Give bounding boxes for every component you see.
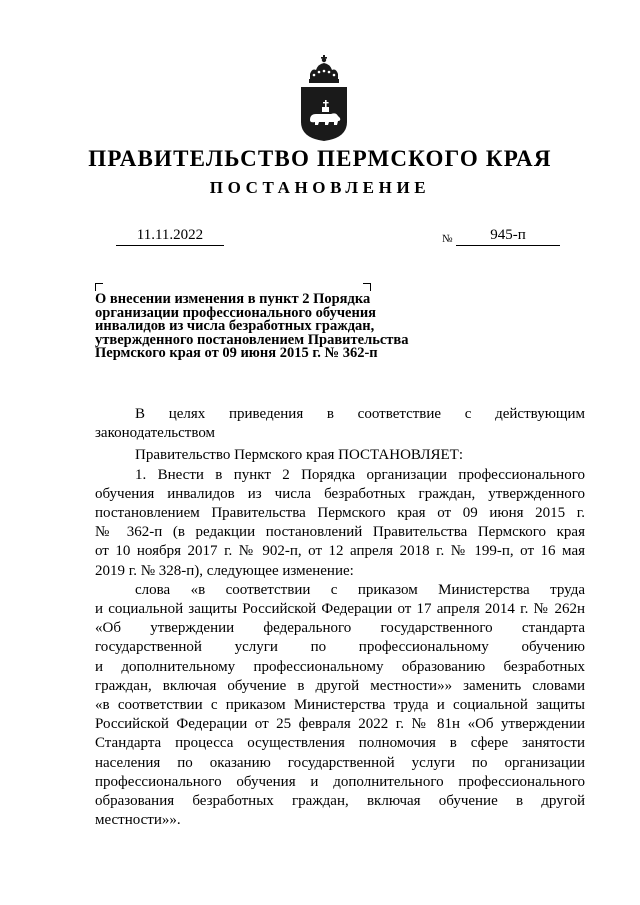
paragraph-4-line: образования безработных граждан, включая обучение в другой (95, 793, 585, 810)
paragraph-4-line: Российской Федерации от 25 февраля 2022 г. № 81н «Об утверждении (95, 716, 585, 733)
subject-line: организации профессионального обучения (95, 304, 377, 321)
paragraph-1-line: законодательством (95, 425, 216, 442)
paragraph-3-line: постановлением Правительства Пермского края от 09 июня 2015 г. (95, 505, 585, 522)
subject-line: О внесении изменения в пункт 2 Порядка (95, 291, 371, 307)
paragraph-3-line: обучения инвалидов из числа безработных граждан, утвержденного (95, 485, 585, 502)
number-label: № (442, 233, 453, 245)
paragraph-4-line: населения по оказанию государственной услуги по организации (95, 754, 585, 771)
document-date: 11.11.2022 (116, 225, 224, 246)
subject-line: инвалидов из числа безработных граждан, (95, 318, 375, 334)
paragraph-4-line: Стандарта процесса осуществления полномочия в сфере занятости (95, 735, 585, 752)
document-type: ПОСТАНОВЛЕНИЕ (209, 178, 431, 197)
document-number: 945-п (456, 225, 560, 246)
paragraph-1-line: В целях приведения в соответствие с действующим (135, 406, 585, 422)
document-body (95, 405, 585, 830)
paragraph-4-line: граждан, включая обучение в другой местности»» заменить словами (95, 677, 585, 694)
organization-title: ПРАВИТЕЛЬСТВО ПЕРМСКОГО КРАЯ (88, 146, 552, 171)
paragraph-3-line: от 10 ноября 2017 г. № 902-п, от 12 апреля 2018 г. № 199-п, от 16 мая (95, 543, 585, 560)
paragraph-4-line: «в соответствии с приказом Министерства труда и социальной защиты (95, 697, 585, 714)
subject-corner-left (95, 283, 103, 291)
paragraph-3-line: 2019 г. № 328-п), следующее изменение: (95, 562, 354, 579)
coat-of-arms-icon (298, 54, 350, 142)
paragraph-4-line: и дополнительному профессиональному образованию безработных (95, 658, 585, 675)
subject-line: утвержденного постановлением Правительства (95, 331, 409, 348)
paragraph-4-line: слова «в соответствии с приказом Министерства труда (135, 581, 585, 598)
paragraph-3-line: 1. Внести в пункт 2 Порядка организации профессионального (135, 466, 585, 483)
crown-icon (309, 55, 339, 83)
paragraph-2: Правительство Пермского края ПОСТАНОВЛЯЕТ: (135, 447, 464, 464)
subject-line: Пермского края от 09 июня 2015 г. № 362-п (95, 345, 378, 361)
subject-corner-right (363, 283, 371, 291)
paragraph-4-line: и социальной защиты Российской Федерации от 17 апреля 2014 г. № 262н (95, 601, 585, 618)
paragraph-3-line: № 362-п (в редакции постановлений Правительства Пермского края (95, 524, 585, 541)
paragraph-4-line: «Об утверждении федерального государственного стандарта (95, 620, 585, 637)
paragraph-4-line: профессионального обучения и дополнительного профессионального (95, 773, 585, 790)
paragraph-4-line: местности»». (95, 812, 181, 829)
document-subject (95, 293, 425, 361)
paragraph-4-line: государственной услуги по профессиональному обучению (95, 639, 585, 656)
